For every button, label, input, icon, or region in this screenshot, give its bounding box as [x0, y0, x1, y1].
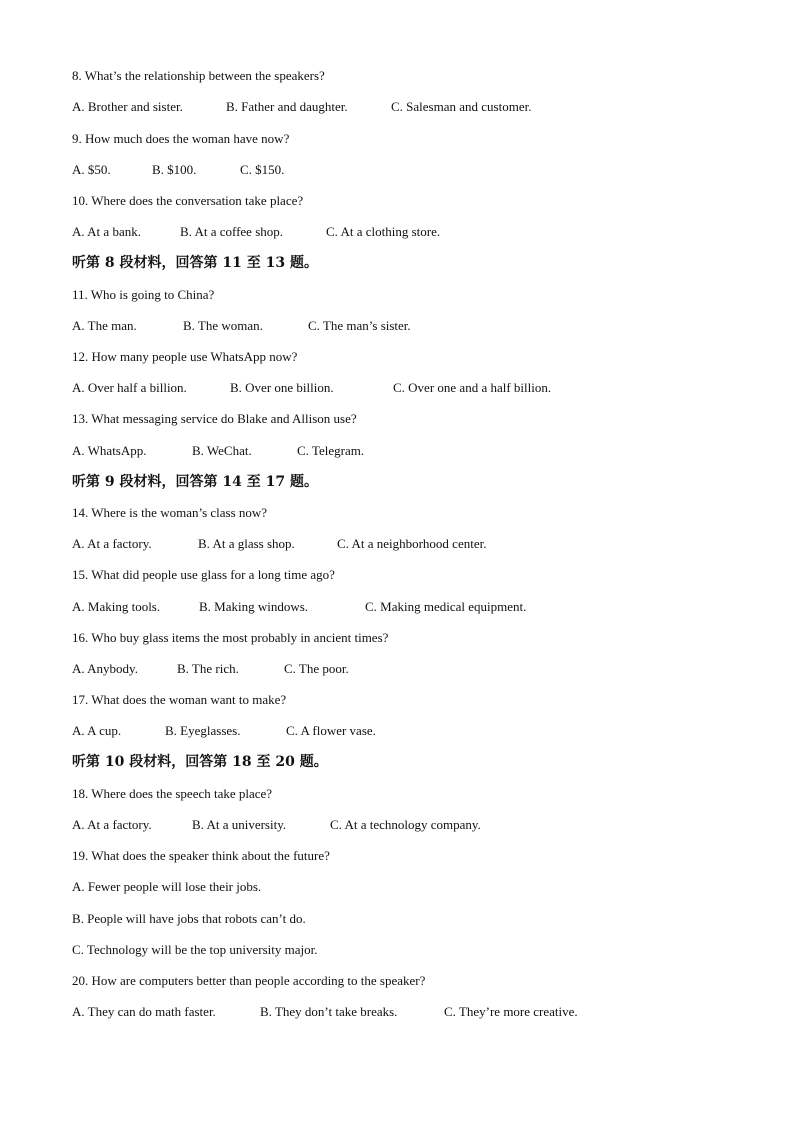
- option-a: A. The man.: [72, 318, 137, 333]
- option-c: C. At a clothing store.: [326, 224, 441, 239]
- question-10: 10. Where does the conversation take place?: [72, 193, 304, 208]
- option-a: A. Anybody.: [72, 661, 138, 676]
- question-11: 11. Who is going to China?: [72, 287, 215, 302]
- option-b: B. WeChat.: [192, 443, 252, 458]
- question-15: 15. What did people use glass for a long time ago?: [72, 567, 335, 582]
- option-c: C. A flower vase.: [286, 723, 376, 738]
- option-a: A. At a factory.: [72, 817, 152, 832]
- option-c: C. $150.: [240, 162, 285, 177]
- option-a: A. Making tools.: [72, 599, 161, 614]
- option-a: A. WhatsApp.: [72, 443, 147, 458]
- option-b: B. Father and daughter.: [226, 99, 348, 114]
- question-13: 13. What messaging service do Blake and Allison use?: [72, 411, 357, 426]
- option-c: C. Telegram.: [297, 443, 365, 458]
- option-a: A. At a factory.: [72, 536, 152, 551]
- question-18: 18. Where does the speech take place?: [72, 786, 273, 801]
- option-b: B. Eyeglasses.: [165, 723, 241, 738]
- option-c: C. The poor.: [284, 661, 349, 676]
- option-a: A. $50.: [72, 162, 111, 177]
- question-20: 20. How are computers better than people according to the speaker?: [72, 973, 426, 988]
- question-19-option-c: C. Technology will be the top university major.: [72, 942, 318, 957]
- option-a: A. A cup.: [72, 723, 122, 738]
- option-c: C. The man’s sister.: [308, 318, 411, 333]
- option-b: B. At a glass shop.: [198, 536, 295, 551]
- question-12: 12. How many people use WhatsApp now?: [72, 349, 298, 364]
- option-b: B. The woman.: [183, 318, 263, 333]
- option-b: B. At a university.: [192, 817, 287, 832]
- option-c: C. Over one and a half billion.: [393, 380, 552, 395]
- option-a: A. Brother and sister.: [72, 99, 183, 114]
- option-b: B. They don’t take breaks.: [260, 1004, 398, 1019]
- option-c: C. At a technology company.: [330, 817, 481, 832]
- question-17: 17. What does the woman want to make?: [72, 692, 287, 707]
- question-14: 14. Where is the woman’s class now?: [72, 505, 268, 520]
- option-a: A. Over half a billion.: [72, 380, 187, 395]
- option-c: C. Salesman and customer.: [391, 99, 532, 114]
- section-heading: 听第 10 段材料，回答第 18 至 20 题。: [72, 754, 328, 770]
- question-9: 9. How much does the woman have now?: [72, 131, 290, 146]
- question-19-option-a: A. Fewer people will lose their jobs.: [72, 879, 262, 894]
- option-b: B. The rich.: [177, 661, 239, 676]
- question-19: 19. What does the speaker think about the future?: [72, 848, 330, 863]
- option-b: B. $100.: [152, 162, 197, 177]
- option-a: A. At a bank.: [72, 224, 141, 239]
- question-19-option-b: B. People will have jobs that robots can’t do.: [72, 911, 306, 926]
- option-c: C. They’re more creative.: [444, 1004, 578, 1019]
- option-b: B. Making windows.: [199, 599, 309, 614]
- option-a: A. They can do math faster.: [72, 1004, 216, 1019]
- option-b: B. Over one billion.: [230, 380, 334, 395]
- section-heading: 听第 8 段材料，回答第 11 至 13 题。: [72, 255, 318, 271]
- question-16: 16. Who buy glass items the most probably in ancient times?: [72, 630, 389, 645]
- option-c: C. At a neighborhood center.: [337, 536, 487, 551]
- option-c: C. Making medical equipment.: [365, 599, 527, 614]
- option-b: B. At a coffee shop.: [180, 224, 284, 239]
- section-heading: 听第 9 段材料，回答第 14 至 17 题。: [72, 474, 318, 490]
- question-8: 8. What’s the relationship between the speakers?: [72, 68, 325, 83]
